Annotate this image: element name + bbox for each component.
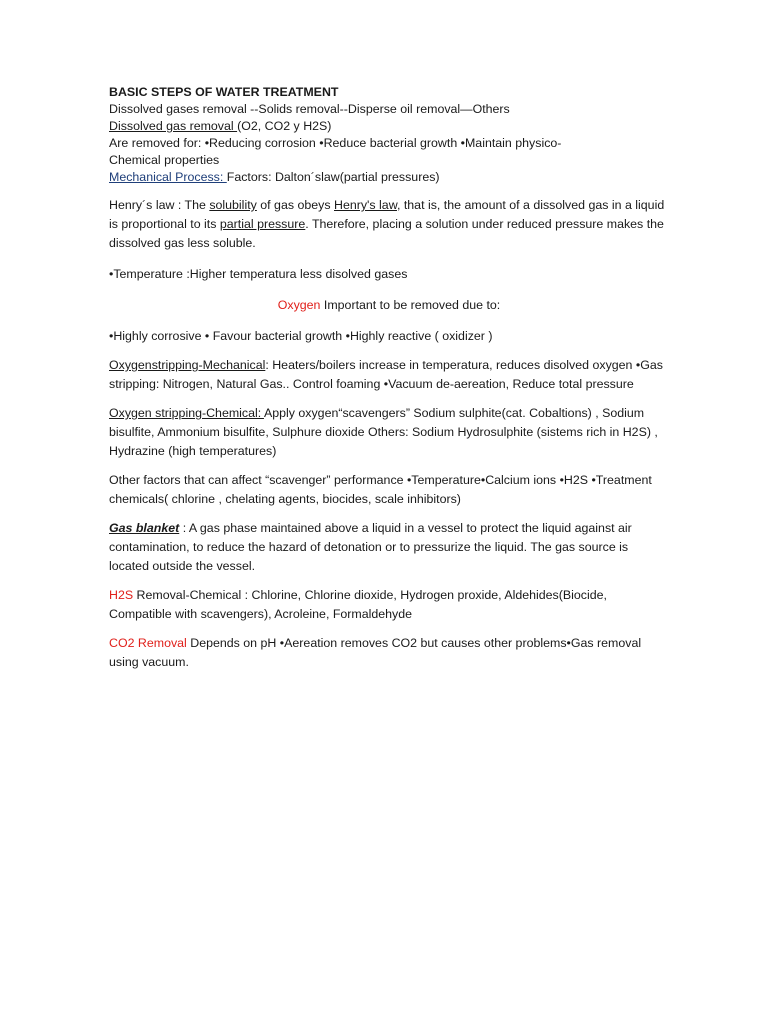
h2s-word: H2S: [109, 588, 134, 602]
removed-for-line-1: Are removed for: •Reducing corrosion •Reduce bacterial growth •Maintain physico-: [109, 136, 562, 150]
temperature-line: •Temperature :Higher temperatura less disolved gases: [109, 267, 408, 281]
gas-blanket-label: Gas blanket: [109, 521, 180, 535]
mechanical-process-label: Mechanical Process:: [109, 170, 227, 184]
partial-pressure-link: partial pressure: [219, 217, 306, 231]
h2s-paragraph: [109, 586, 669, 624]
solubility-link: solubility: [209, 198, 257, 212]
oxygen-chemical-label: Oxygen stripping-Chemical:: [109, 406, 264, 420]
co2-text: Depends on pH •Aereation removes CO2 but causes other problems•Gas removal using vacuum.: [109, 636, 642, 669]
document-body: [109, 84, 669, 672]
mechanical-process-text: Factors: Dalton´slaw(partial pressures): [226, 170, 440, 184]
removed-for-line-2: Chemical properties: [109, 153, 220, 167]
gas-blanket-text: : A gas phase maintained above a liquid in a vessel to protect the liquid against air contamination, to reduce the hazard of detonation or to pressurize the liquid. The gas source is located outside the vessel.: [109, 521, 632, 573]
oxygen-heading-rest: Important to be removed due to:: [320, 298, 501, 312]
oxygen-chemical-paragraph: [109, 404, 669, 461]
henry-text-b: of gas obeys: [256, 198, 334, 212]
co2-paragraph: [109, 634, 669, 672]
steps-line: Dissolved gases removal --Solids removal--Disperse oil removal—Others: [109, 102, 510, 116]
oxygen-word: Oxygen: [277, 298, 321, 312]
oxygen-mechanical-paragraph: [109, 356, 669, 394]
dissolved-gas-list: (O2, CO2 y H2S): [237, 119, 332, 133]
mechanical-process-line: [109, 169, 669, 186]
dissolved-gas-heading: [109, 118, 669, 135]
henrys-law-link: Henry's law: [334, 198, 397, 212]
henry-paragraph: [109, 196, 669, 253]
henry-text-c: , that is, the amount of a dissolved gas in a liquid is proportional to its: [109, 198, 665, 231]
scavenger-factors-paragraph: Other factors that can affect “scavenger” performance •Temperature•Calcium ions •H2S •Treatment chemicals( chlorine , chelating agents, biocides, scale inhibitors): [109, 473, 652, 506]
doc-title: BASIC STEPS OF WATER TREATMENT: [109, 85, 339, 99]
oxygen-mechanical-text: : Heaters/boilers increase in temperatura, reduces disolved oxygen •Gas stripping: Nitrogen, Natural Gas.. Control foaming •Vacuum de-aereation, Reduce total pressure: [109, 358, 663, 391]
oxygen-chemical-text: Apply oxygen“scavengers” Sodium sulphite(cat. Cobaltions) , Sodium bisulfite, Ammonium bisulfite, Sulphure dioxide Others: Sodium Hydrosulphite (sistems rich in H2S) , Hydrazine (high temperatures): [109, 406, 658, 458]
oxygen-reasons: •Highly corrosive • Favour bacterial growth •Highly reactive ( oxidizer ): [109, 329, 493, 343]
co2-word: CO2 Removal: [109, 636, 187, 650]
oxygen-heading: [109, 296, 669, 315]
h2s-text: Removal-Chemical : Chlorine, Chlorine dioxide, Hydrogen proxide, Aldehides(Biocide, Compatible with scavengers), Acroleine, Formaldehyde: [109, 588, 607, 621]
henry-text-d: . Therefore, placing a solution under reduced pressure makes the dissolved gas less soluble.: [109, 217, 664, 250]
dissolved-gas-label: Dissolved gas removal: [109, 119, 238, 133]
henry-text-a: Henry´s law : The: [109, 198, 210, 212]
gas-blanket-paragraph: [109, 519, 669, 576]
oxygen-mechanical-label: Oxygenstripping-Mechanical: [109, 358, 266, 372]
